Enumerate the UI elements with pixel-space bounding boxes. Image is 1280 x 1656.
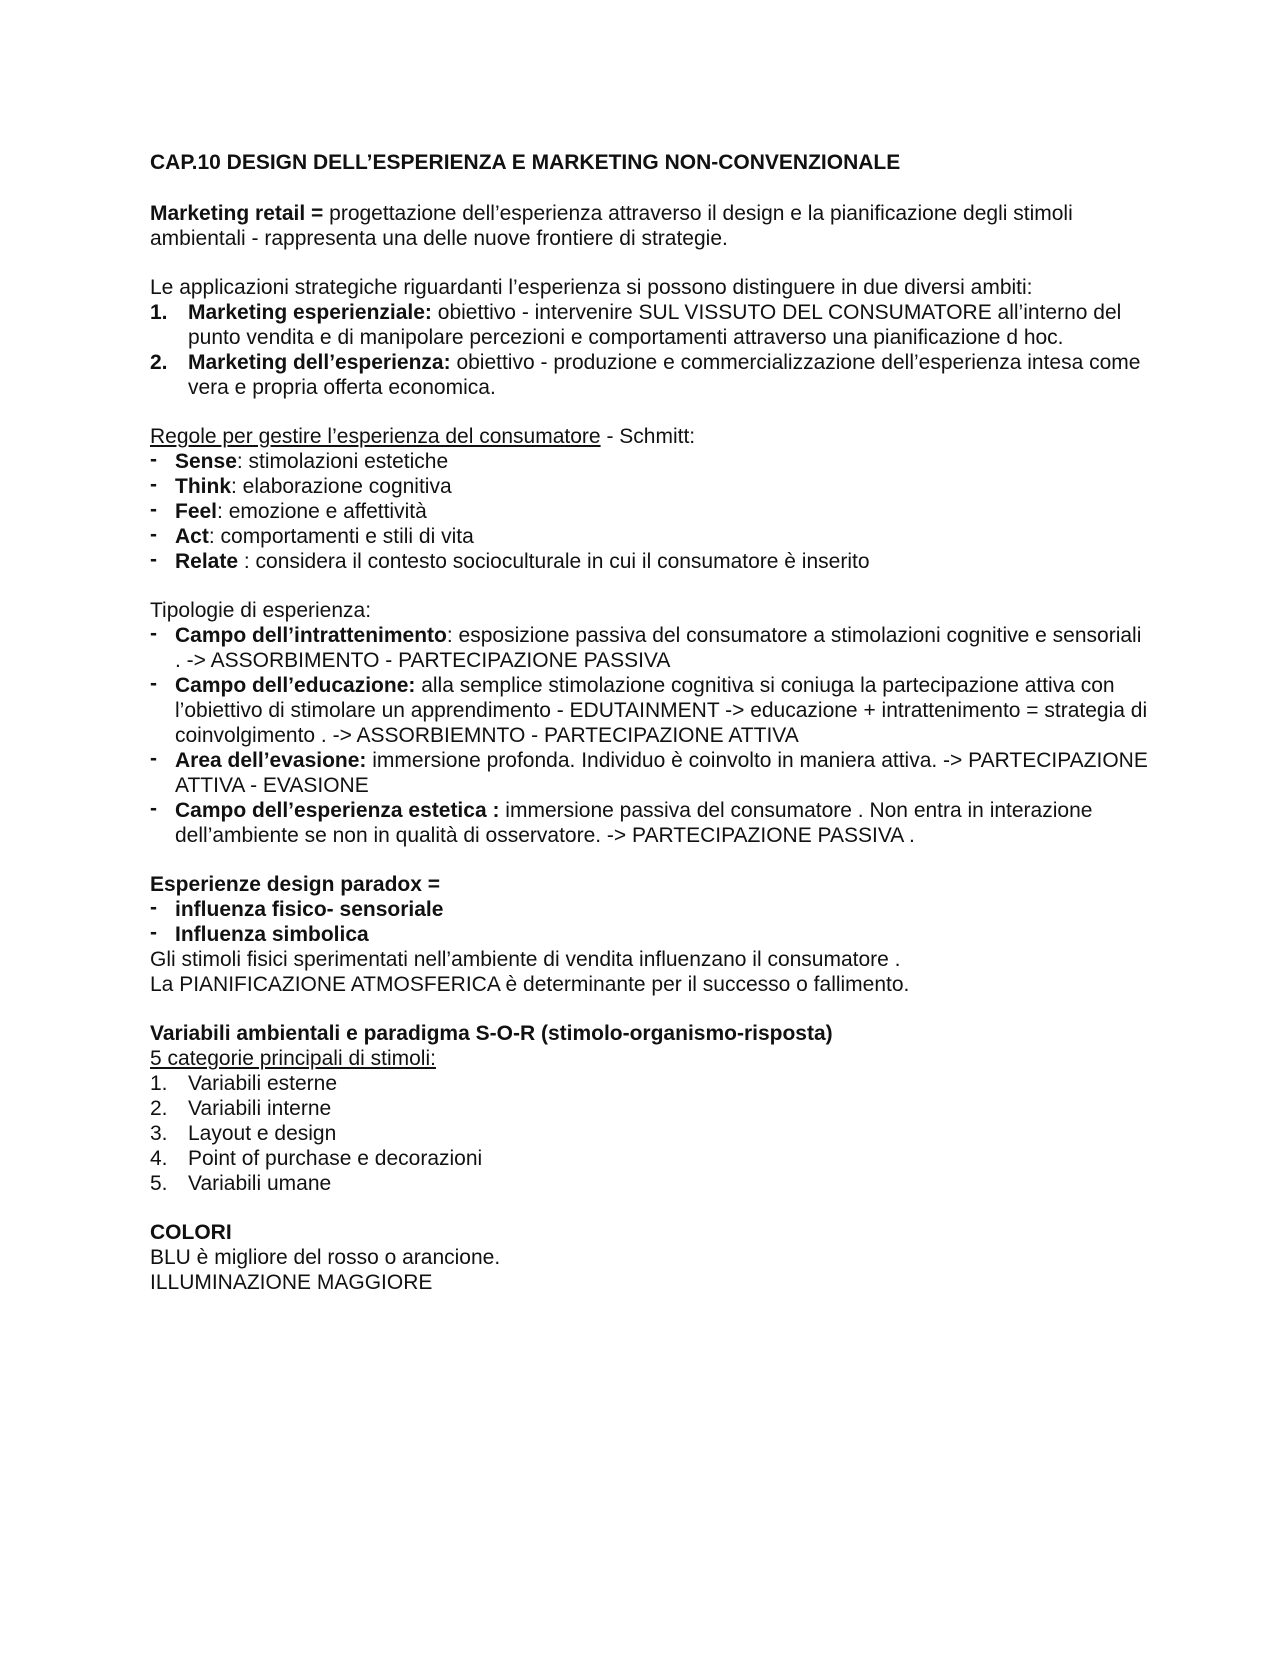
- list-item: [150, 1171, 1150, 1196]
- paradox-line-2: La PIANIFICAZIONE ATMOSFERICA è determinante per il successo o fallimento.: [150, 973, 910, 996]
- applications-intro: Le applicazioni strategiche riguardanti l’esperienza si possono distinguere in due diversi ambiti:: [150, 276, 1033, 299]
- list-marker: 4.: [150, 1147, 168, 1170]
- applications-list: [150, 300, 1150, 400]
- sor-subheading: [150, 1046, 1150, 1071]
- list-item: [150, 1071, 1150, 1096]
- list-item: [150, 798, 1150, 848]
- item-term: Area dell’evasione:: [175, 749, 367, 772]
- item-text: : comportamenti e stili di vita: [208, 525, 474, 548]
- item-term: Campo dell’educazione:: [175, 674, 416, 697]
- list-item: [150, 524, 1150, 549]
- item-term: Relate: [175, 550, 239, 573]
- list-marker: 3.: [150, 1122, 168, 1145]
- list-marker: -: [150, 896, 157, 919]
- list-marker: -: [150, 548, 157, 571]
- list-item: [150, 623, 1150, 673]
- rules-heading-line: [150, 424, 1150, 449]
- item-text: : esposizione passiva del consumatore a stimolazioni cognitive e sensoriali . -> ASSORBIMENTO - PARTECIPAZIONE PASSIVA: [175, 624, 1142, 672]
- item-text: Variabili esterne: [188, 1072, 338, 1095]
- list-item: [150, 350, 1150, 400]
- list-item: [150, 1121, 1150, 1146]
- item-text: Variabili interne: [188, 1097, 332, 1120]
- list-marker: -: [150, 622, 157, 645]
- list-marker: -: [150, 797, 157, 820]
- item-text: obiettivo - intervenire SUL VISSUTO DEL CONSUMATORE all’interno del punto vendita e di manipolare percezioni e comportamenti attraverso una pianificazione d hoc.: [188, 301, 1122, 349]
- item-term: Marketing dell’esperienza:: [188, 351, 451, 374]
- paradox-heading: [150, 872, 1150, 897]
- rules-list: [150, 449, 1150, 574]
- rules-heading: Regole per gestire l’esperienza del consumatore: [150, 425, 601, 448]
- document-body: [150, 150, 1150, 1295]
- list-marker: -: [150, 921, 157, 944]
- item-term: Campo dell’intrattenimento: [175, 624, 447, 647]
- item-text: alla semplice stimolazione cognitiva si coniuga la partecipazione attiva con l’obiettivo di stimolare un apprendimento - EDUTAINMENT -> educazione + intrattenimento = strategia di coinvolgimento . -> ASSORBIEMNTO - PARTECIPAZIONE ATTIVA: [175, 674, 1148, 747]
- item-text: : emozione e affettività: [217, 500, 427, 523]
- item-text: Layout e design: [188, 1122, 337, 1145]
- item-text: Point of purchase e decorazioni: [188, 1147, 483, 1170]
- item-text: Variabili umane: [188, 1172, 332, 1195]
- list-item: [150, 474, 1150, 499]
- item-text: obiettivo - produzione e commercializzazione dell’esperienza intesa come vera e propria offerta economica.: [188, 351, 1141, 399]
- paradox-line-1: Gli stimoli fisici sperimentati nell’ambiente di vendita influenzano il consumatore .: [150, 948, 901, 971]
- list-marker: -: [150, 747, 157, 770]
- list-marker: 5.: [150, 1172, 168, 1195]
- item-term: Feel: [175, 500, 218, 523]
- sor-heading-text: Variabili ambientali e paradigma S-O-R (stimolo-organismo-risposta): [150, 1022, 833, 1045]
- sor-list: [150, 1071, 1150, 1196]
- list-item: [150, 897, 1150, 922]
- list-item: [150, 922, 1150, 947]
- item-text: immersione profonda. Individuo è coinvolto in maniera attiva. -> PARTECIPAZIONE ATTIVA - EVASIONE: [175, 749, 1148, 797]
- list-item: [150, 449, 1150, 474]
- item-term: Marketing esperienziale:: [188, 301, 432, 324]
- item-term: Campo dell’esperienza estetica :: [175, 799, 500, 822]
- list-item: [150, 1146, 1150, 1171]
- list-marker: 1.: [150, 1072, 168, 1095]
- colors-line-1: BLU è migliore del rosso o arancione.: [150, 1246, 501, 1269]
- retail-definition: [150, 201, 1150, 251]
- rules-suffix: - Schmitt:: [606, 425, 696, 448]
- item-term: Influenza simbolica: [175, 923, 369, 946]
- types-heading: Tipologie di esperienza:: [150, 599, 372, 622]
- list-marker: 2.: [150, 1097, 168, 1120]
- item-text: : considera il contesto socioculturale in cui il consumatore è inserito: [238, 550, 870, 573]
- list-marker: -: [150, 448, 157, 471]
- list-marker: -: [150, 523, 157, 546]
- list-marker: -: [150, 473, 157, 496]
- retail-text: progettazione dell’esperienza attraverso il design e la pianificazione degli stimoli ambientali - rappresenta una delle nuove frontiere di strategie.: [150, 202, 1073, 250]
- item-term: Think: [175, 475, 231, 498]
- list-item: [150, 499, 1150, 524]
- paradox-heading-text: Esperienze design paradox =: [150, 873, 441, 896]
- item-term: Sense: [175, 450, 237, 473]
- retail-term: Marketing retail =: [150, 202, 324, 225]
- list-item: [150, 549, 1150, 574]
- paradox-list: [150, 897, 1150, 947]
- page-title: CAP.10 DESIGN DELL’ESPERIENZA E MARKETING NON-CONVENZIONALE: [150, 151, 901, 174]
- item-text: : stimolazioni estetiche: [236, 450, 449, 473]
- colors-line-2: ILLUMINAZIONE MAGGIORE: [150, 1271, 433, 1294]
- types-list: [150, 623, 1150, 848]
- list-item: [150, 748, 1150, 798]
- list-marker: 1.: [150, 301, 168, 324]
- list-item: [150, 673, 1150, 748]
- list-marker: 2.: [150, 351, 168, 374]
- colors-heading-text: COLORI: [150, 1221, 232, 1244]
- item-text: immersione passiva del consumatore . Non entra in interazione dell’ambiente se non in qualità di osservatore. -> PARTECIPAZIONE PASSIVA .: [175, 799, 1093, 847]
- item-term: influenza fisico- sensoriale: [175, 898, 444, 921]
- item-term: Act: [175, 525, 209, 548]
- list-marker: -: [150, 498, 157, 521]
- list-marker: -: [150, 672, 157, 695]
- list-item: [150, 300, 1150, 350]
- sor-heading: [150, 1021, 1150, 1046]
- colors-heading: [150, 1220, 1150, 1245]
- sor-subheading-text: 5 categorie principali di stimoli:: [150, 1047, 436, 1070]
- list-item: [150, 1096, 1150, 1121]
- item-text: : elaborazione cognitiva: [231, 475, 452, 498]
